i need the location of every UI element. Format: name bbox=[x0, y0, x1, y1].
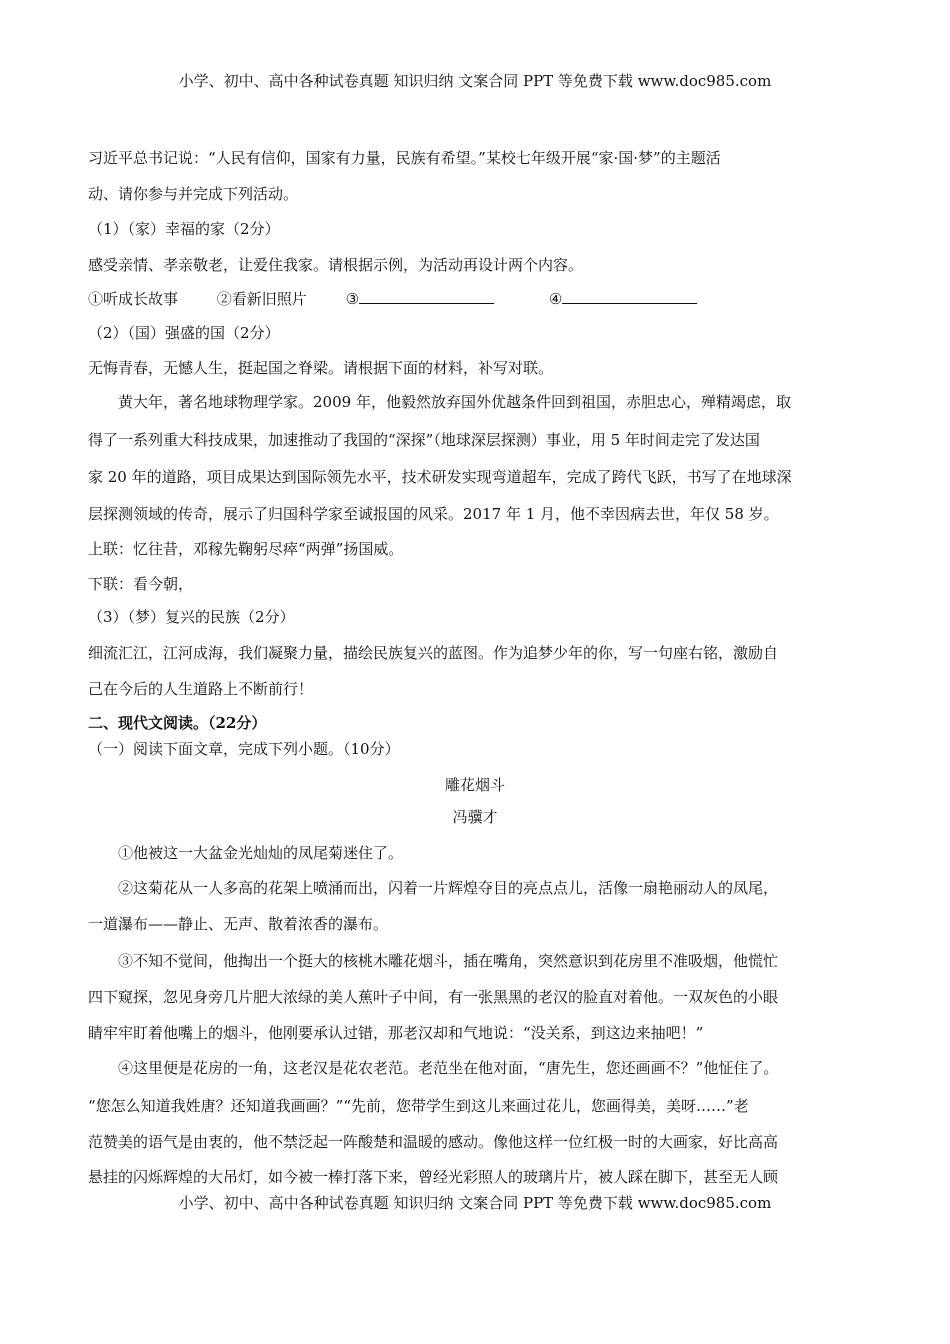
q2-title: （2）（国）强盛的国（2分） bbox=[88, 324, 280, 342]
q1-option-1: ①听成长故事 bbox=[88, 290, 179, 308]
q1-answer-blank-3[interactable] bbox=[359, 289, 494, 304]
q3-prompt-line-1: 细流汇江，江河成海，我们凝聚力量，描绘民族复兴的蓝图。作为追梦少年的你，写一句座右铭，激励自 bbox=[88, 644, 779, 662]
q1-answer-blank-4[interactable] bbox=[562, 289, 697, 304]
q1-options bbox=[88, 288, 697, 309]
article-paragraph-2-cont: 一道瀑布——静止、无声、散着浓香的瀑布。 bbox=[88, 915, 389, 933]
q3-prompt-line-2: 己在今后的人生道路上不断前行！ bbox=[88, 680, 314, 698]
q2-lower-couplet: 下联：看今朝， bbox=[88, 575, 194, 593]
article-paragraph-3-cont-2: 睛牢牢盯着他嘴上的烟斗，他刚要承认过错，那老汉却和气地说：“没关系，到这边来抽吧！” bbox=[88, 1024, 704, 1042]
page-footer: 小学、初中、高中各种试卷真题 知识归纳 文案合同 PPT 等免费下载 www.doc985.com bbox=[178, 1194, 772, 1212]
q1-option-4: ④ bbox=[548, 290, 563, 308]
page-header: 小学、初中、高中各种试卷真题 知识归纳 文案合同 PPT 等免费下载 www.doc985.com bbox=[178, 72, 772, 90]
q1-option-3: ③ bbox=[345, 290, 360, 308]
q1-option-2: ②看新旧照片 bbox=[216, 290, 307, 308]
q2-prompt: 无悔青春，无憾人生，挺起国之脊梁。请根据下面的材料，补写对联。 bbox=[88, 359, 554, 377]
q2-upper-couplet: 上联：忆往昔，邓稼先鞠躬尽瘁“两弹”扬国威。 bbox=[88, 540, 404, 558]
q2-material-line-1: 黄大年，著名地球物理学家。2009 年，他毅然放弃国外优越条件回到祖国，赤胆忠心，殚精竭虑，取 bbox=[118, 393, 791, 411]
article-author: 冯骥才 bbox=[452, 808, 498, 826]
section2-heading: 二、现代文阅读。（22分） bbox=[88, 714, 267, 732]
q3-title: （3）（梦）复兴的民族（2分） bbox=[88, 608, 295, 626]
intro-line-1: 习近平总书记说：“人民有信仰，国家有力量，民族有希望。”某校七年级开展“家·国·梦”的主题活 bbox=[88, 149, 721, 167]
article-paragraph-2: ②这菊花从一人多高的花架上喷涌而出，闪着一片辉煌夺目的亮点点儿，活像一扇艳丽动人的凤尾， bbox=[118, 879, 779, 897]
article-paragraph-4: ④这里便是花房的一角，这老汉是花农老范。老范坐在他对面，“唐先生，您还画画不？”他怔住了。 bbox=[118, 1059, 779, 1077]
q2-material-line-3: 家 20 年的道路，项目成果达到国际领先水平，技术研发实现弯道超车，完成了跨代飞跃，书写了在地球深 bbox=[88, 468, 792, 486]
section2-subheading: （一）阅读下面文章，完成下列小题。（10分） bbox=[88, 740, 400, 758]
article-paragraph-4-cont-3: 悬挂的闪烁辉煌的大吊灯，如今被一棒打落下来，曾经光彩照人的玻璃片片，被人踩在脚下，甚至无人顾 bbox=[88, 1168, 779, 1186]
article-paragraph-3-cont-1: 四下窥探，忽见身旁几片肥大浓绿的美人蕉叶子中间，有一张黑黑的老汉的脸直对着他。一双灰色的小眼 bbox=[88, 988, 779, 1006]
article-paragraph-3: ③不知不觉间，他掏出一个挺大的核桃木雕花烟斗，插在嘴角，突然意识到花房里不准吸烟，他慌忙 bbox=[118, 952, 779, 970]
intro-line-2: 动、请你参与并完成下列活动。 bbox=[88, 185, 299, 203]
article-paragraph-4-cont-2: 范赞美的语气是由衷的，他不禁泛起一阵酸楚和温暖的感动。像他这样一位红极一时的大画家，好比高高 bbox=[88, 1133, 779, 1151]
article-paragraph-4-cont-1: “您怎么知道我姓唐？还知道我画画？”“先前，您带学生到这儿来画过花儿，您画得美，美呀……”老 bbox=[88, 1097, 749, 1115]
q2-material-line-4: 层探测领域的传奇，展示了归国科学家至诚报国的风采。2017 年 1 月，他不幸因病去世，年仅 58 岁。 bbox=[88, 505, 779, 523]
article-paragraph-1: ①他被这一大盆金光灿灿的凤尾菊迷住了。 bbox=[118, 844, 404, 862]
q1-title: （1）（家）幸福的家（2分） bbox=[88, 220, 280, 238]
article-title: 雕花烟斗 bbox=[444, 776, 505, 794]
q1-prompt: 感受亲情、孝亲敬老，让爱住我家。请根据示例，为活动再设计两个内容。 bbox=[88, 256, 584, 274]
q2-material-line-2: 得了一系列重大科技成果，加速推动了我国的“深探”（地球深层探测）事业，用 5 年时间走完了发达国 bbox=[88, 431, 760, 449]
